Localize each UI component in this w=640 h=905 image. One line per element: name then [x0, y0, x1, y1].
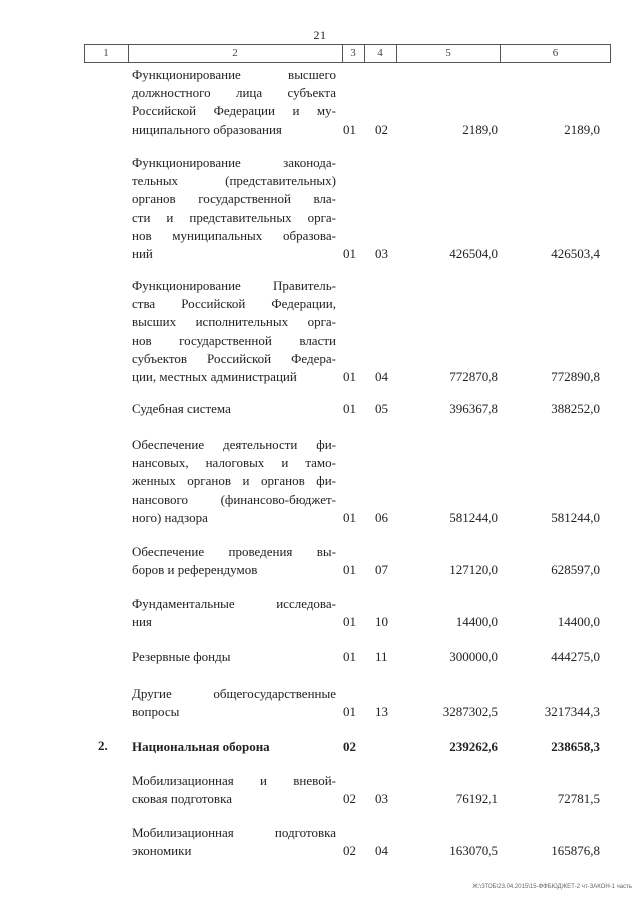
description-line: Резервные фонды — [132, 649, 231, 664]
amount-col5: 127120,0 — [449, 562, 498, 578]
amount-col5: 14400,0 — [455, 614, 498, 630]
description-line: боров и референдумов — [132, 562, 258, 578]
amount-col5: 581244,0 — [449, 509, 498, 525]
description-line: Мобилизационная и вневой- — [132, 773, 336, 788]
description-line: вопросы — [132, 704, 180, 720]
description-line: Обеспечение проведения вы- — [132, 544, 336, 559]
header-col-4: 4 — [377, 47, 383, 59]
amount-col5: 2189,0 — [462, 121, 498, 137]
description-line: женных органов и органов фи- — [132, 473, 336, 489]
description-line: нансового (финансово-бюджет- — [132, 491, 336, 507]
amount-col5: 3287302,5 — [442, 704, 498, 720]
amount-col5: 76192,1 — [455, 791, 498, 807]
description-line: ний — [132, 246, 153, 262]
subsection-code: 07 — [375, 562, 388, 578]
description-line: Национальная оборона — [132, 739, 270, 754]
amount-col5: 396367,8 — [449, 401, 498, 416]
description-line: сти и представительных орга- — [132, 209, 336, 225]
header-col-1: 1 — [103, 47, 109, 59]
subsection-code: 13 — [375, 704, 388, 720]
description-line: ства Российской Федерации, — [132, 296, 336, 312]
description-line: Фундаментальные исследова- — [132, 596, 336, 611]
section-code: 01 — [343, 246, 356, 261]
amount-col6: 426503,4 — [551, 246, 600, 261]
section-code: 01 — [343, 704, 356, 720]
header-col-5: 5 — [445, 47, 451, 59]
section-code: 02 — [343, 739, 356, 754]
amount-col6: 3217344,3 — [544, 704, 600, 720]
description-line: ного) надзора — [132, 509, 208, 525]
amount-col6: 72781,5 — [557, 791, 600, 807]
section-code: 01 — [343, 649, 356, 664]
subsection-code: 10 — [375, 614, 388, 630]
description-line: Судебная система — [132, 401, 231, 416]
row-description — [132, 685, 336, 721]
description-line: нов муниципальных образова- — [132, 227, 336, 243]
description-line: ниципального образования — [132, 121, 282, 137]
row-description — [132, 154, 336, 263]
description-line: Другие общегосударственные — [132, 686, 336, 701]
row-description — [132, 738, 336, 756]
section-code: 01 — [343, 401, 356, 416]
row-description — [132, 648, 336, 666]
row-description — [132, 595, 336, 631]
description-line: Функционирование законода- — [132, 155, 336, 170]
description-line: сковая подготовка — [132, 791, 232, 807]
section-code: 01 — [343, 614, 356, 630]
row-description — [132, 400, 336, 418]
section-code: 01 — [343, 509, 356, 525]
amount-col6: 238658,3 — [551, 739, 600, 754]
table-header — [84, 44, 611, 63]
description-line: экономики — [132, 843, 192, 859]
subsection-code: 03 — [375, 246, 388, 261]
header-col-3: 3 — [350, 47, 356, 59]
description-line: Обеспечение деятельности фи- — [132, 437, 336, 452]
description-line: должностного лица субъекта — [132, 85, 336, 101]
description-line: ния — [132, 614, 152, 630]
amount-col5: 163070,5 — [449, 843, 498, 859]
section-code: 01 — [343, 369, 356, 384]
amount-col5: 239262,6 — [449, 739, 498, 754]
amount-col5: 300000,0 — [449, 649, 498, 664]
subsection-code: 11 — [375, 649, 388, 664]
amount-col6: 165876,8 — [551, 843, 600, 859]
row-description — [132, 543, 336, 579]
description-line: тельных (представительных) — [132, 173, 336, 189]
description-line: высших исполнительных орга- — [132, 314, 336, 330]
subsection-code: 05 — [375, 401, 388, 416]
subsection-code: 04 — [375, 843, 388, 859]
row-description — [132, 824, 336, 860]
row-description — [132, 436, 336, 527]
subsection-code: 06 — [375, 509, 388, 525]
amount-col5: 772870,8 — [449, 369, 498, 384]
section-code: 02 — [343, 791, 356, 807]
subsection-code: 02 — [375, 121, 388, 137]
description-line: Функционирование Правитель- — [132, 278, 336, 293]
description-line: Мобилизационная подготовка — [132, 825, 336, 840]
amount-col6: 14400,0 — [557, 614, 600, 630]
page-number: 21 — [313, 28, 327, 42]
subsection-code: 03 — [375, 791, 388, 807]
description-line: Функционирование высшего — [132, 67, 336, 82]
amount-col6: 581244,0 — [551, 509, 600, 525]
row-description — [132, 277, 336, 386]
description-line: ции, местных администраций — [132, 369, 297, 385]
description-line: нов государственной власти — [132, 332, 336, 348]
amount-col6: 444275,0 — [551, 649, 600, 664]
section-code: 01 — [343, 562, 356, 578]
row-description — [132, 772, 336, 808]
description-line: Российской Федерации и му- — [132, 103, 336, 119]
row-number: 2. — [98, 738, 108, 753]
section-code: 02 — [343, 843, 356, 859]
amount-col6: 388252,0 — [551, 401, 600, 416]
subsection-code: 04 — [375, 369, 388, 384]
row-description — [132, 66, 336, 139]
amount-col5: 426504,0 — [449, 246, 498, 261]
amount-col6: 772890,8 — [551, 369, 600, 384]
header-col-6: 6 — [552, 47, 559, 59]
amount-col6: 628597,0 — [551, 562, 600, 578]
footer-path: Ж:\ЗТОБ\23.04.2015\15-ФФБЮДЖЕТ-2 чт-ЗАКОН-1 часть — [472, 884, 632, 890]
amount-col6: 2189,0 — [564, 121, 600, 137]
section-code: 01 — [343, 121, 356, 137]
description-line: органов государственной вла- — [132, 191, 336, 207]
description-line: нансовых, налоговых и тамо- — [132, 455, 336, 471]
description-line: субъектов Российской Федера- — [132, 350, 336, 366]
header-col-2: 2 — [232, 47, 238, 59]
